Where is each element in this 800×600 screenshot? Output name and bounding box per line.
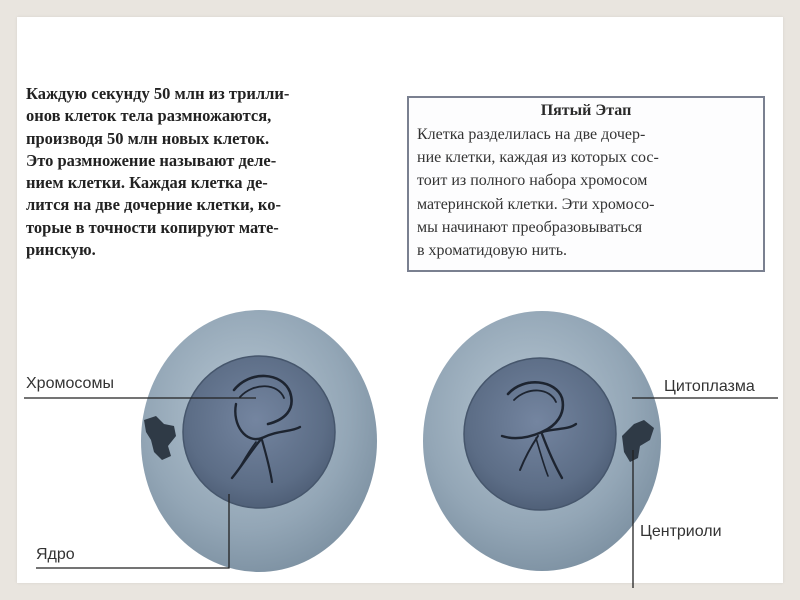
intro-line: торые в точности копируют мате-: [26, 217, 279, 237]
right-cell: [423, 311, 661, 571]
label-cytoplasm: Цитоплазма: [664, 378, 755, 395]
leader-lines: [24, 398, 778, 588]
stage-line: материнской клетки. Эти хромосо-: [417, 195, 655, 213]
stage-line: ние клетки, каждая из которых сос-: [417, 149, 659, 167]
stage-line: Клетка разделилась на две дочер-: [417, 126, 646, 143]
stage-line: тоит из полного набора хромосом: [417, 172, 648, 190]
intro-line: Это размножение называют деле-: [26, 150, 277, 170]
label-chromosomes: Хромосомы: [26, 375, 114, 392]
label-centrioles: Центриоли: [640, 523, 722, 540]
stage-title: Пятый Этап: [540, 102, 632, 119]
stage-line: мы начинают преобразовываться: [417, 218, 643, 236]
intro-line: производя 50 млн новых клеток.: [26, 128, 270, 148]
label-nucleus: Ядро: [36, 546, 75, 563]
intro-line: Каждую секунду 50 млн из трилли-: [26, 84, 290, 103]
left-nucleus: [183, 356, 335, 508]
intro-line: онов клеток тела размножаются,: [26, 106, 272, 126]
intro-line: ринскую.: [26, 240, 96, 260]
stage-line: в хроматидовую нить.: [417, 242, 568, 260]
intro-line: лится на две дочерние клетки, ко-: [26, 195, 281, 215]
intro-line: нием клетки. Каждая клетка де-: [26, 173, 268, 193]
left-cell: [141, 310, 377, 572]
